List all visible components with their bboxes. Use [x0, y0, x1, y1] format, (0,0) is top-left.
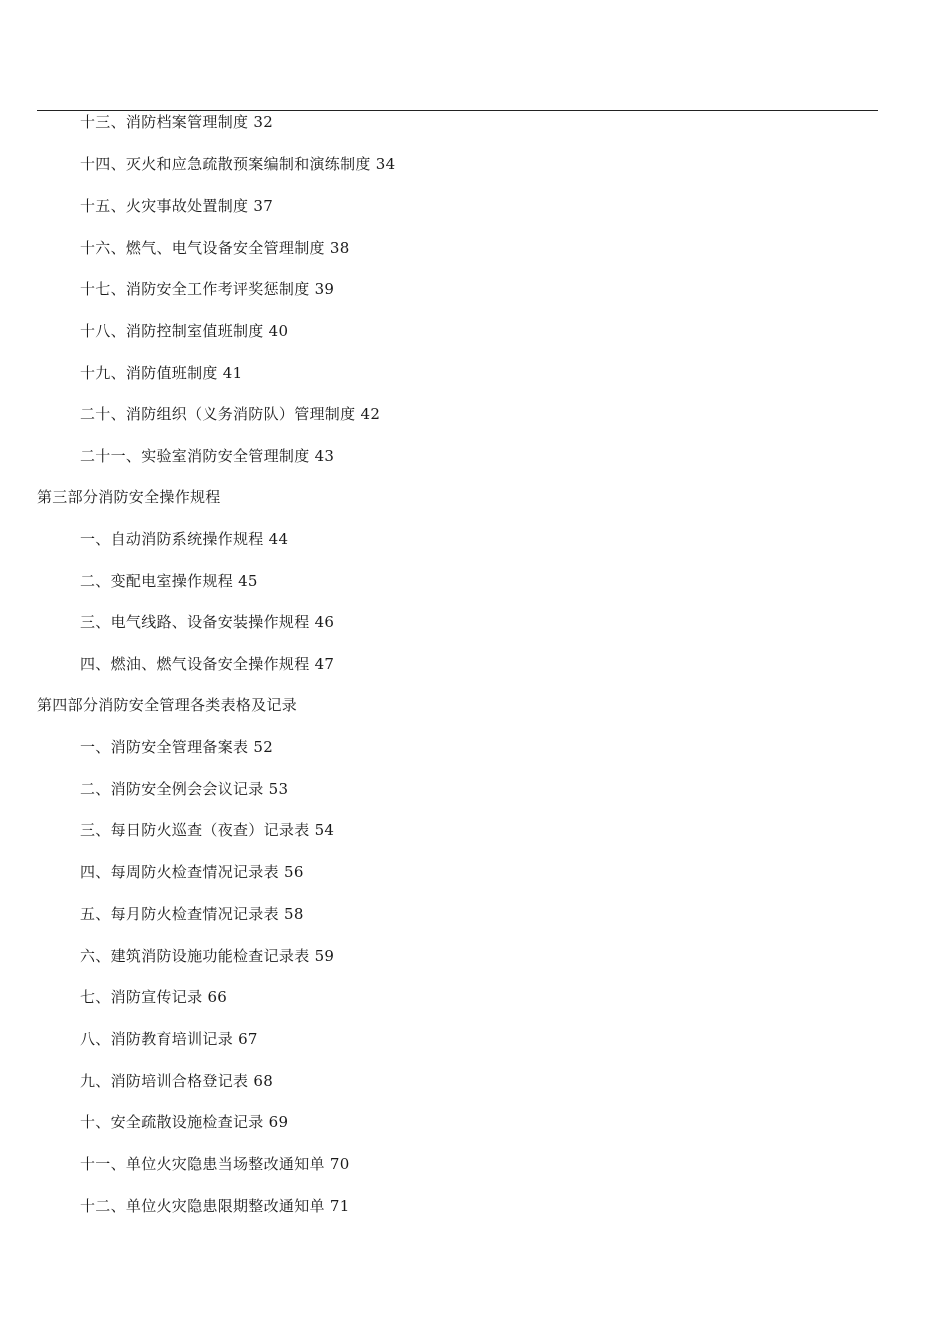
toc-entry[interactable]: 十七、消防安全工作考评奖惩制度 39: [80, 280, 335, 298]
toc-entry[interactable]: 五、每月防火检查情况记录表 58: [80, 905, 304, 923]
toc-section-heading[interactable]: 第四部分消防安全管理各类表格及记录: [37, 696, 298, 714]
toc-entry[interactable]: 十五、火灾事故处置制度 37: [80, 197, 274, 215]
toc-entry[interactable]: 一、自动消防系统操作规程 44: [80, 530, 289, 548]
toc-section-heading[interactable]: 第三部分消防安全操作规程: [37, 488, 221, 506]
toc-entry[interactable]: 十四、灭火和应急疏散预案编制和演练制度 34: [80, 155, 396, 173]
toc-entry[interactable]: 七、消防宣传记录 66: [80, 988, 228, 1006]
toc-entry[interactable]: 六、建筑消防设施功能检查记录表 59: [80, 947, 335, 965]
toc-entry[interactable]: 十九、消防值班制度 41: [80, 364, 243, 382]
toc-entry[interactable]: 十八、消防控制室值班制度 40: [80, 322, 289, 340]
toc-entry[interactable]: 三、每日防火巡查（夜查）记录表 54: [80, 821, 335, 839]
toc-entry[interactable]: 二、消防安全例会会议记录 53: [80, 780, 289, 798]
toc-entry[interactable]: 二十、消防组织（义务消防队）管理制度 42: [80, 405, 381, 423]
toc-entry[interactable]: 四、燃油、燃气设备安全操作规程 47: [80, 655, 335, 673]
toc-entry[interactable]: 九、消防培训合格登记表 68: [80, 1072, 274, 1090]
toc-entry[interactable]: 十、安全疏散设施检查记录 69: [80, 1113, 289, 1131]
toc-entry[interactable]: 一、消防安全管理备案表 52: [80, 738, 274, 756]
toc-entry[interactable]: 十六、燃气、电气设备安全管理制度 38: [80, 239, 350, 257]
toc-entry[interactable]: 十三、消防档案管理制度 32: [80, 113, 274, 131]
toc-entry[interactable]: 十二、单位火灾隐患限期整改通知单 71: [80, 1197, 350, 1215]
toc-entry[interactable]: 三、电气线路、设备安装操作规程 46: [80, 613, 335, 631]
toc-entry[interactable]: 十一、单位火灾隐患当场整改通知单 70: [80, 1155, 350, 1173]
toc-entry[interactable]: 四、每周防火检查情况记录表 56: [80, 863, 304, 881]
toc-entry[interactable]: 八、消防教育培训记录 67: [80, 1030, 258, 1048]
toc-entry[interactable]: 二十一、实验室消防安全管理制度 43: [80, 447, 335, 465]
header-rule: [37, 110, 878, 111]
toc-entry[interactable]: 二、变配电室操作规程 45: [80, 572, 258, 590]
